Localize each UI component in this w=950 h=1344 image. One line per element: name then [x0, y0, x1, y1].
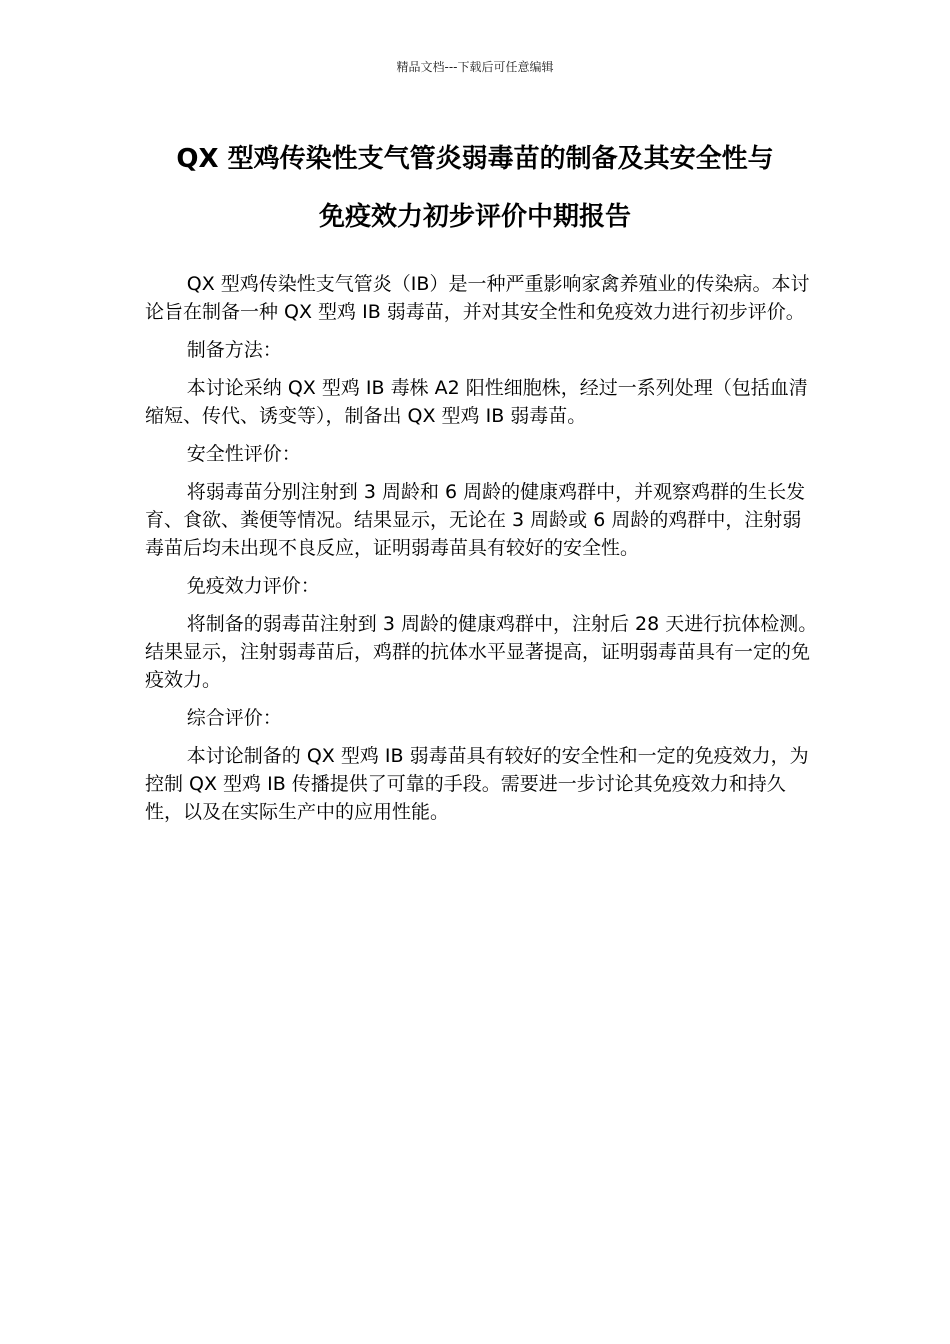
method-heading: 制备方法：	[186, 339, 282, 361]
document-title-line-1: QX 型鸡传染性支气管炎弱毒苗的制备及其安全性与	[176, 144, 774, 174]
efficacy-paragraph: 将制备的弱毒苗注射到 3 周龄的健康鸡群中，注射后 28 天进行抗体检测。结果显示，注射弱毒苗后，鸡群的抗体水平显著提高，证明弱毒苗具有一定的免疫效力。	[145, 613, 818, 691]
method-paragraph: 本讨论采纳 QX 型鸡 IB 毒株 A2 阳性细胞株，经过一系列处理（包括血清缩短、传代、诱变等），制备出 QX 型鸡 IB 弱毒苗。	[145, 377, 808, 427]
summary-heading: 综合评价：	[186, 707, 282, 729]
document-title-line-2: 免疫效力初步评价中期报告	[318, 202, 631, 232]
efficacy-heading: 免疫效力评价：	[186, 575, 320, 597]
intro-paragraph: QX 型鸡传染性支气管炎（IB）是一种严重影响家禽养殖业的传染病。本讨论旨在制备一种 QX 型鸡 IB 弱毒苗，并对其安全性和免疫效力进行初步评价。	[145, 273, 810, 323]
header-note: 精品文档---下载后可任意编辑	[396, 60, 554, 74]
summary-paragraph: 本讨论制备的 QX 型鸡 IB 弱毒苗具有较好的安全性和一定的免疫效力，为控制 QX 型鸡 IB 传播提供了可靠的手段。需要进一步讨论其免疫效力和持久性，以及在实际生产中的应用性能。	[145, 745, 809, 823]
safety-paragraph: 将弱毒苗分别注射到 3 周龄和 6 周龄的健康鸡群中，并观察鸡群的生长发育、食欲、粪便等情况。结果显示，无论在 3 周龄或 6 周龄的鸡群中，注射弱毒苗后均未出现不良反应，证明弱毒苗具有较好的安全性。	[145, 481, 806, 559]
safety-heading: 安全性评价：	[186, 443, 301, 465]
document-body	[145, 270, 820, 836]
